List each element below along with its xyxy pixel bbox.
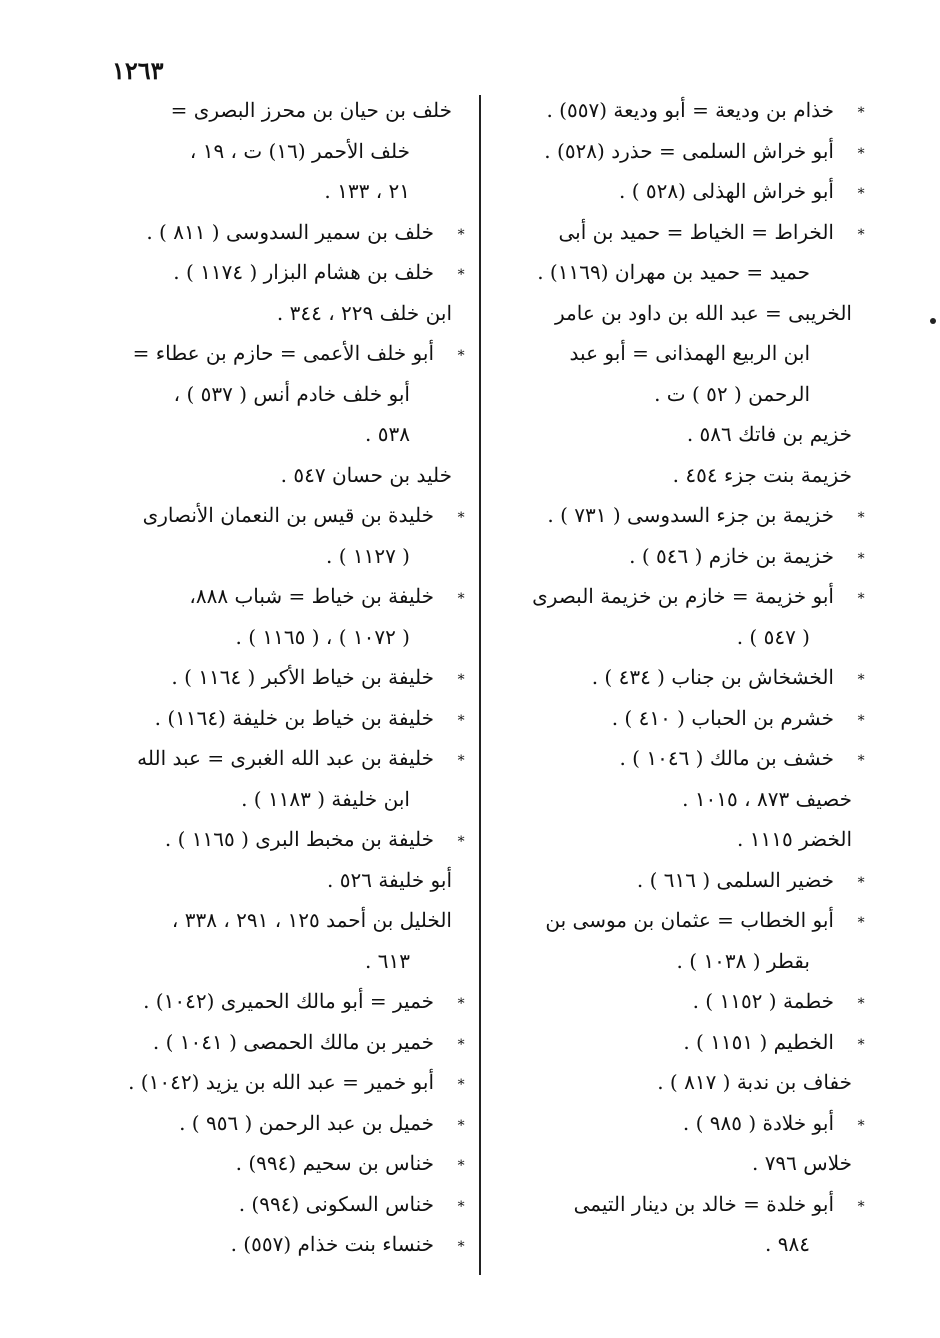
index-entry bbox=[94, 860, 452, 901]
index-entry bbox=[490, 1143, 852, 1184]
page-number: ١٢٦٣ bbox=[112, 56, 164, 85]
entry-line: خناس بن سحيم (٩٩٤) . bbox=[235, 1151, 434, 1175]
entry-line: خزيمة بنت جزء ٤٥٤ . bbox=[672, 462, 852, 487]
entry-line: أبو خلف الأعمى = حازم بن عطاء = bbox=[132, 341, 434, 365]
entry-line: أبو خراش السلمى = حذرد (٥٢٨) . bbox=[544, 138, 834, 163]
entry-continuation-line: ابن الربيع الهمذانى = أبو عبد bbox=[569, 341, 810, 365]
entry-line: خلاس ٧٩٦ . bbox=[751, 1151, 852, 1175]
star-marker-icon: ∗ bbox=[856, 142, 866, 159]
entry-line: خمير بن مالك الحمصى ( ١٠٤١ ) . bbox=[152, 1029, 434, 1054]
star-marker-icon: ∗ bbox=[856, 547, 866, 564]
entry-line: أبو خزيمة = خازم بن خزيمة البصرى bbox=[532, 584, 834, 608]
star-marker-icon: ∗ bbox=[456, 669, 466, 685]
index-entry bbox=[94, 1103, 466, 1144]
index-entry bbox=[94, 90, 452, 212]
entry-line: خلف بن حيان بن محرز البصرى = bbox=[170, 98, 452, 122]
entry-line: أبو خلادة ( ٩٨٥ ) . bbox=[682, 1110, 834, 1135]
entry-line: خزيمة بن جزء السدوسى ( ٧٣١ ) . bbox=[547, 503, 834, 527]
index-entry bbox=[94, 1143, 466, 1184]
star-marker-icon: ∗ bbox=[856, 223, 866, 240]
index-entry bbox=[94, 1062, 466, 1103]
index-entry bbox=[94, 698, 466, 739]
entry-line: أبو خراش الهذلى (٥٢٨ ) . bbox=[619, 179, 834, 203]
index-entry bbox=[94, 1022, 466, 1063]
index-entry bbox=[94, 657, 466, 698]
index-entry bbox=[94, 819, 466, 860]
entry-continuation-line: الرحمن ( ٥٢ ) ت . bbox=[654, 381, 810, 406]
index-entry bbox=[94, 1224, 466, 1265]
column-divider bbox=[479, 95, 481, 1275]
entry-line: الخشخاش بن جناب ( ٤٣٤ ) . bbox=[591, 665, 834, 689]
star-marker-icon: ∗ bbox=[856, 102, 866, 118]
entry-line: خليفة بن خياط بن خليفة (١١٦٤) . bbox=[154, 705, 434, 730]
entry-line: الخريبى = عبد الله بن داود بن عامر bbox=[555, 300, 852, 325]
index-entry bbox=[94, 333, 466, 455]
star-marker-icon: ∗ bbox=[856, 669, 866, 685]
entry-line: خفاف بن ندبة ( ٨١٧ ) . bbox=[657, 1070, 852, 1094]
entry-line: خميل بن عبد الرحمن ( ٩٥٦ ) . bbox=[179, 1110, 434, 1135]
entry-continuation-line: ( ١١٢٧ ) . bbox=[325, 543, 410, 568]
index-entry bbox=[490, 536, 866, 577]
entry-line: ابن خلف ٢٢٩ ، ٣٤٤ . bbox=[276, 300, 452, 325]
entry-line: خزيمة بن خازم ( ٥٤٦ ) . bbox=[629, 543, 834, 568]
entry-line: خليدة بن قيس بن النعمان الأنصارى bbox=[142, 503, 434, 527]
star-marker-icon: ∗ bbox=[456, 588, 466, 604]
index-entry bbox=[94, 1184, 466, 1225]
index-entry bbox=[490, 131, 866, 172]
entry-line: خليفة بن عبد الله الغبرى = عبد الله bbox=[137, 746, 434, 770]
entry-line: خضير السلمى ( ٦١٦ ) . bbox=[636, 867, 834, 892]
entry-line: خصيف ٨٧٣ ، ١٠١٥ . bbox=[682, 786, 852, 811]
star-marker-icon: ∗ bbox=[856, 588, 866, 604]
entry-line: خمير = أبو مالك الحميرى (١٠٤٢) . bbox=[143, 989, 434, 1013]
index-entry bbox=[490, 576, 866, 657]
index-entry bbox=[490, 1022, 866, 1063]
index-entry bbox=[490, 455, 852, 496]
entry-continuation-line: حميد = حميد بن مهران (١١٦٩) . bbox=[537, 260, 810, 284]
star-marker-icon: ∗ bbox=[456, 1195, 466, 1212]
entry-line: خزيم بن فاتك ٥٨٦ . bbox=[686, 422, 852, 446]
left-column bbox=[94, 90, 466, 1265]
entry-line: أبو خليفة ٥٢٦ . bbox=[327, 867, 452, 892]
entry-line: خطمة ( ١١٥٢ ) . bbox=[692, 989, 834, 1013]
star-marker-icon: ∗ bbox=[856, 507, 866, 523]
entry-continuation-line: ٦١٣ . bbox=[365, 948, 410, 973]
index-entry bbox=[94, 293, 452, 334]
index-entry bbox=[490, 860, 866, 901]
star-marker-icon: ∗ bbox=[456, 750, 466, 766]
index-entry bbox=[490, 171, 866, 212]
entry-line: خليفة بن خياط = شباب ٨٨٨، bbox=[189, 584, 434, 608]
entry-continuation-line: ( ١٠٧٢ ) ، ( ١١٦٥ ) . bbox=[235, 624, 410, 649]
index-entry bbox=[490, 900, 866, 981]
index-entry bbox=[490, 1062, 852, 1103]
entry-continuation-line: خلف الأحمر (١٦) ت ، ١٩ ، bbox=[189, 138, 410, 163]
entry-continuation-line: ٥٣٨ . bbox=[365, 422, 410, 446]
entry-line: خليفة بن مخبط البرى ( ١١٦٥ ) . bbox=[164, 827, 434, 851]
star-marker-icon: ∗ bbox=[856, 709, 866, 726]
star-marker-icon: ∗ bbox=[856, 1195, 866, 1212]
index-entry bbox=[94, 455, 452, 496]
entry-line: خنساء بنت خذام (٥٥٧) . bbox=[230, 1232, 434, 1256]
entry-line: الخليل بن أحمد ١٢٥ ، ٢٩١ ، ٣٣٨ ، bbox=[171, 908, 452, 932]
star-marker-icon: ∗ bbox=[456, 1236, 466, 1252]
index-entry bbox=[94, 495, 466, 576]
star-marker-icon: ∗ bbox=[456, 345, 466, 361]
entry-continuation-line: بقطر ( ١٠٣٨ ) . bbox=[676, 948, 810, 973]
entry-line: خلف بن سمير السدوسى ( ٨١١ ) . bbox=[146, 219, 434, 244]
entry-line: أبو خمير = عبد الله بن يزيد (١٠٤٢) . bbox=[128, 1070, 434, 1094]
entry-line: خناس السكونى (٩٩٤) . bbox=[238, 1191, 434, 1216]
entry-line: خشرم بن الحباب ( ٤١٠ ) . bbox=[611, 705, 834, 730]
entry-continuation-line: ( ٥٤٧ ) . bbox=[736, 624, 810, 649]
index-entry bbox=[490, 738, 866, 779]
index-entry bbox=[94, 212, 466, 253]
entry-line: أبو خلدة = خالد بن دينار التيمى bbox=[573, 1191, 834, 1216]
star-marker-icon: ∗ bbox=[856, 1033, 866, 1050]
entry-line: الخضر ١١١٥ . bbox=[737, 827, 852, 851]
star-marker-icon: ∗ bbox=[856, 993, 866, 1009]
entry-line: خلف بن هشام البزار ( ١١٧٤ ) . bbox=[173, 260, 434, 284]
star-marker-icon: ∗ bbox=[856, 183, 866, 199]
index-entry bbox=[490, 698, 866, 739]
star-marker-icon: ∗ bbox=[456, 223, 466, 240]
star-marker-icon: ∗ bbox=[456, 993, 466, 1009]
star-marker-icon: ∗ bbox=[856, 750, 866, 766]
index-entry bbox=[490, 657, 866, 698]
index-entry bbox=[490, 981, 866, 1022]
index-entry bbox=[490, 779, 852, 820]
entry-line: أبو الخطاب = عثمان بن موسى بن bbox=[545, 908, 834, 932]
index-entry bbox=[490, 1184, 866, 1265]
star-marker-icon: ∗ bbox=[456, 264, 466, 280]
index-entry bbox=[490, 495, 866, 536]
entry-line: الخطيم ( ١١٥١ ) . bbox=[683, 1029, 834, 1054]
star-marker-icon: ∗ bbox=[456, 1114, 466, 1131]
star-marker-icon: ∗ bbox=[856, 912, 866, 928]
entry-continuation-line: ٩٨٤ . bbox=[765, 1232, 810, 1256]
entry-line: الخراط = الخياط = حميد بن أبى bbox=[558, 219, 834, 244]
index-entry bbox=[490, 212, 866, 293]
star-marker-icon: ∗ bbox=[456, 1074, 466, 1090]
entry-continuation-line: أبو خلف خادم أنس ( ٥٣٧ ) ، bbox=[173, 381, 410, 406]
entry-line: خشف بن مالك ( ١٠٤٦ ) . bbox=[619, 746, 834, 770]
index-entry bbox=[490, 293, 852, 415]
entry-continuation-line: ابن خليفة ( ١١٨٣ ) . bbox=[241, 786, 410, 811]
star-marker-icon: ∗ bbox=[856, 1114, 866, 1131]
entry-line: خذام بن وديعة = أبو وديعة (٥٥٧) . bbox=[546, 98, 834, 122]
margin-dot bbox=[930, 318, 936, 324]
index-entry bbox=[94, 981, 466, 1022]
index-entry bbox=[94, 252, 466, 293]
index-entry bbox=[94, 738, 466, 819]
star-marker-icon: ∗ bbox=[456, 1033, 466, 1050]
index-entry bbox=[490, 1103, 866, 1144]
star-marker-icon: ∗ bbox=[456, 831, 466, 847]
entry-line: خليفة بن خياط الأكبر ( ١١٦٤ ) . bbox=[171, 665, 434, 689]
index-entry bbox=[94, 900, 452, 981]
star-marker-icon: ∗ bbox=[456, 507, 466, 523]
index-entry bbox=[490, 414, 852, 455]
right-column bbox=[490, 90, 866, 1265]
entry-line: خليد بن حسان ٥٤٧ . bbox=[280, 462, 452, 487]
star-marker-icon: ∗ bbox=[456, 1155, 466, 1171]
star-marker-icon: ∗ bbox=[856, 871, 866, 888]
index-entry bbox=[490, 90, 866, 131]
index-entry bbox=[490, 819, 852, 860]
index-entry bbox=[94, 576, 466, 657]
star-marker-icon: ∗ bbox=[456, 709, 466, 726]
entry-continuation-line: ٢١ ، ١٣٣ . bbox=[324, 179, 410, 203]
